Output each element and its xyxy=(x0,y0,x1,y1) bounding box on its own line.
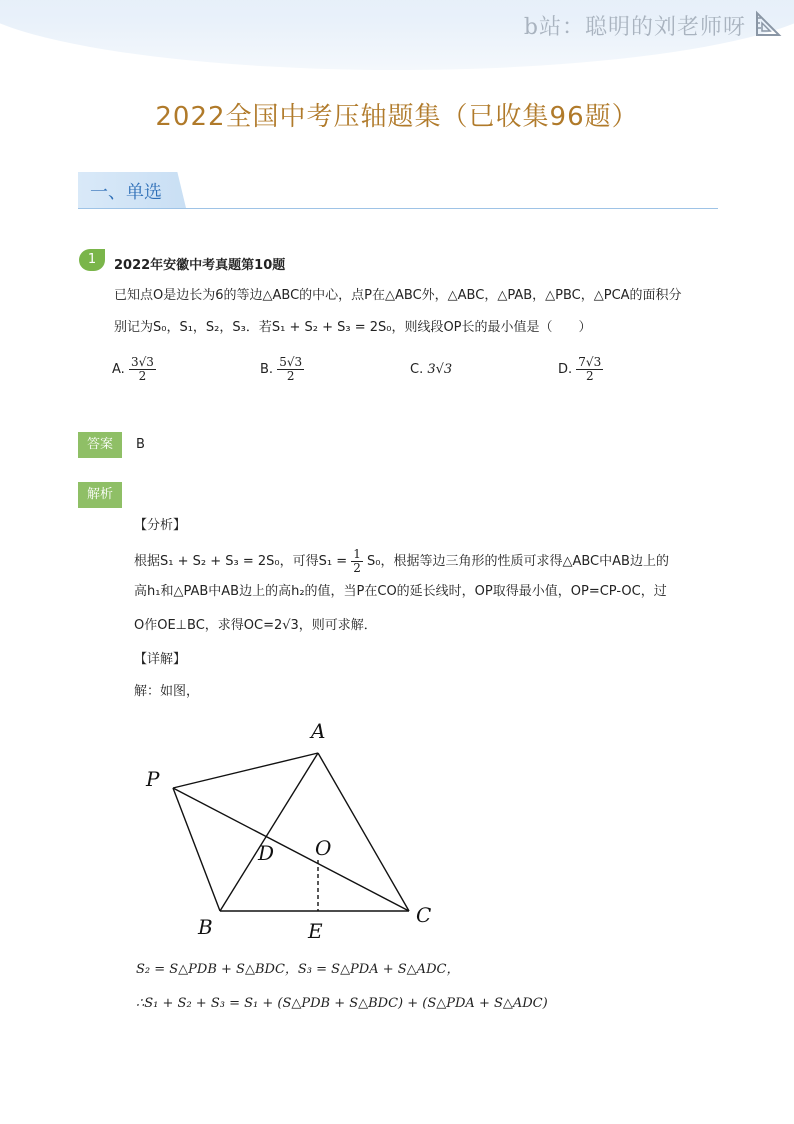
option-b: B. $\frac{5√3}{2}$ xyxy=(260,355,303,383)
equation-2: ∴S₁ + S₂ + S₃ = S₁ + (S△PDB + S△BDC) + (S△PDA + S△ADC) xyxy=(136,996,548,1011)
geometry-figure xyxy=(130,710,450,950)
option-c: C. 3√3 xyxy=(410,362,453,377)
section-label: 一、单选 xyxy=(90,182,162,203)
analysis-line-1: 根据S₁ + S₂ + S₃ = 2S₀，可得S₁ = $\frac{1}{2}$ S₀，根据等边三角形的性质可求得△ABC中AB边上的 xyxy=(134,547,669,575)
question-line-2: 别记为S₀，S₁，S₂，S₃．若S₁ + S₂ + S₃ = 2S₀，则线段OP长的最小值是（ ） xyxy=(114,320,592,335)
question-line-1: 已知点O是边长为6的等边△ABC的中心，点P在△ABC外，△ABC，△PAB，△PBC，△PCA的面积分 xyxy=(114,288,682,303)
label-p: P xyxy=(146,767,160,791)
analysis-heading: 【分析】 xyxy=(134,518,187,533)
label-a: A xyxy=(311,719,326,743)
question-number-badge: 1 xyxy=(79,249,105,271)
label-b: B xyxy=(198,915,213,939)
label-c: C xyxy=(416,903,432,927)
label-e: E xyxy=(308,919,323,943)
ruler-triangle-icon xyxy=(754,10,782,38)
page-title: 2022全国中考压轴题集（已收集96题） xyxy=(155,102,639,132)
segment-ab xyxy=(220,753,318,911)
option-a: A. $\frac{3√3}{2}$ xyxy=(112,355,154,383)
answer-tag: 答案 xyxy=(78,432,122,458)
analysis-line-2: 高h₁和△PAB中AB边上的高h₂的值，当P在CO的延长线时，OP取得最小值，OP=CP-OC，过 xyxy=(134,584,667,599)
section-header xyxy=(78,172,718,209)
segment-pa xyxy=(173,753,318,788)
solution-intro: 解：如图， xyxy=(134,684,200,699)
question-source: 2022年安徽中考真题第10题 xyxy=(114,258,286,273)
segment-pb xyxy=(173,788,220,911)
label-d: D xyxy=(258,841,275,865)
detail-heading: 【详解】 xyxy=(134,652,187,667)
equation-1: S₂ = S△PDB + S△BDC，S₃ = S△PDA + S△ADC， xyxy=(136,962,460,977)
analysis-tag: 解析 xyxy=(78,482,122,508)
analysis-line-3: O作OE⊥BC，求得OC=2√3，则可求解． xyxy=(134,618,377,633)
watermark-text: b站：聪明的刘老师呀 xyxy=(523,15,746,40)
label-o: O xyxy=(315,836,332,860)
answer-value: B xyxy=(136,437,145,452)
option-d: D. $\frac{7√3}{2}$ xyxy=(558,355,602,383)
